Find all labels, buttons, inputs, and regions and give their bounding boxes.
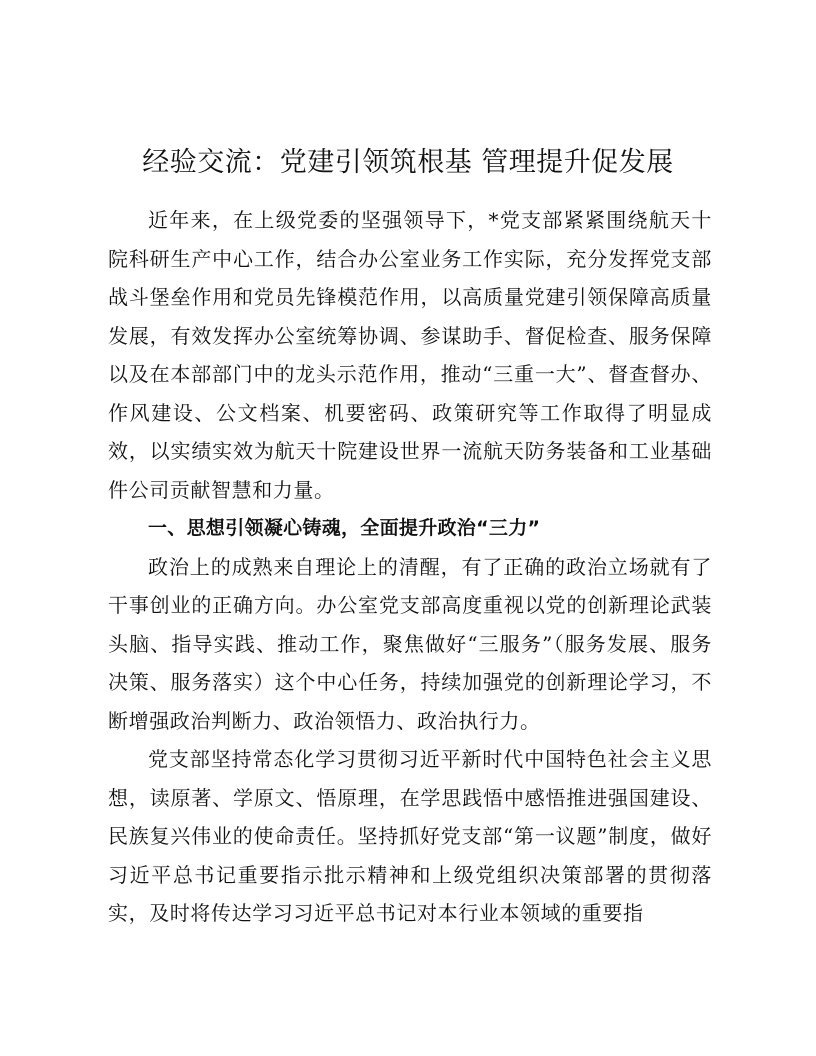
intro-paragraph: 近年来，在上级党委的坚强领导下，*党支部紧紧围绕航天十院科研生产中心工作，结合办公室业务工作实际，充分发挥党支部战斗堡垒作用和党员先锋模范作用，以高质量党建引领保障高质量发展，有效发挥办公室统筹协调、参谋助手、督促检查、服务保障以及在本部部门中的龙头示范作用，推动“三重一大”、督查督办、作风建设、公文档案、机要密码、政策研究等工作取得了明显成效，以实绩实效为航天十院建设世界一流航天防务装备和工业基础件公司贡献智慧和力量。	[108, 208, 712, 502]
body-paragraph: 政治上的成熟来自理论上的清醒，有了正确的政治立场就有了干事创业的正确方向。办公室党支部高度重视以党的创新理论武装头脑、指导实践、推动工作，聚焦做好“三服务”（服务发展、服务决策、服务落实）这个中心任务，持续加强党的创新理论学习，不断增强政治判断力、政治领悟力、政治执行力。	[108, 554, 712, 733]
document-title: 经验交流：党建引领筑根基 管理提升促发展	[142, 147, 674, 178]
document-body	[108, 201, 712, 933]
section-heading: 一、思想引领凝心铸魂，全面提升政治“三力”	[148, 517, 541, 539]
body-paragraph: 党支部坚持常态化学习贯彻习近平新时代中国特色社会主义思想，读原著、学原文、悟原理，在学思践悟中感悟推进强国建设、民族复兴伟业的使命责任。坚持抓好党支部“第一议题”制度，做好习近平总书记重要指示批示精神和上级党组织决策部署的贯彻落实，及时将传达学习习近平总书记对本行业本领域的重要指	[108, 747, 712, 925]
